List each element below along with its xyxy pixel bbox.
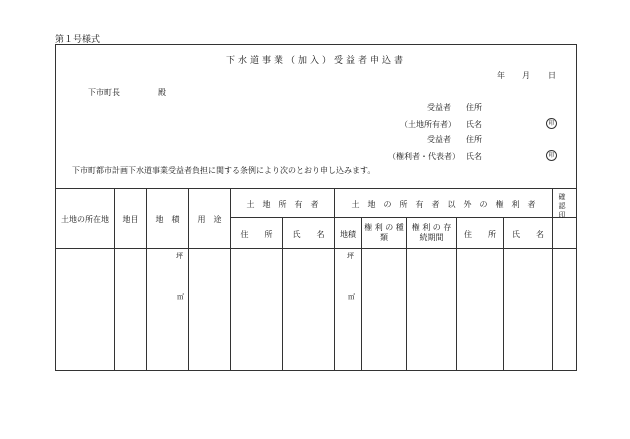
table-col-divider [230, 188, 231, 371]
application-statement: 下市町都市計画下水道事業受益者負担に関する条例により次のとおり申し込みます。 [72, 166, 376, 175]
applicant2-sub-role: （権利者・代表者） [388, 152, 460, 161]
date-day: 日 [548, 71, 556, 80]
applicant1-sub-role: （土地所有者） [400, 120, 456, 129]
header-use: 用 途 [197, 215, 222, 224]
header-confirm-seal: 確認印 [558, 193, 566, 219]
table-col-divider [406, 217, 407, 371]
applicant1-role: 受益者 [427, 103, 451, 112]
header-owner-address: 住 所 [240, 230, 273, 239]
header-land-owner: 土 地 所 有 者 [246, 200, 319, 209]
header-category: 地目 [122, 215, 139, 224]
table-header-bottom-line [55, 248, 577, 249]
form-number: 第１号様式 [55, 35, 101, 45]
header-rights-address: 住 所 [464, 230, 496, 239]
header-area: 地 積 [155, 215, 180, 224]
addressee-name: 下市町長 [88, 88, 120, 97]
form-title: 下水道事業（加入）受益者申込書 [225, 56, 406, 66]
addressee-suffix: 殿 [158, 88, 166, 97]
header-rights-type: 権 利 の 種 類 [364, 223, 412, 242]
table-col-divider [552, 188, 553, 371]
header-rights-period: 権 利 の 存続期間 [411, 223, 452, 242]
unit-tsubo: 坪 [176, 252, 183, 260]
table-top-line [55, 188, 577, 189]
applicant1-name-label: 氏名 [466, 120, 482, 129]
table-col-divider [456, 217, 457, 371]
header-owner-name: 氏 名 [292, 230, 325, 239]
applicant2-address-label: 住所 [466, 135, 482, 144]
unit-tsubo: 坪 [347, 252, 354, 260]
date-year: 年 [497, 71, 505, 80]
date-month: 月 [522, 71, 530, 80]
table-col-divider [503, 217, 504, 371]
header-location: 土地の所在地 [61, 215, 109, 224]
seal-icon: 印 [546, 150, 557, 161]
seal-icon: 印 [546, 118, 557, 129]
unit-sqm: ㎡ [177, 293, 184, 301]
applicant2-name-label: 氏名 [466, 152, 482, 161]
applicant2-role: 受益者 [427, 135, 451, 144]
table-col-divider [334, 188, 335, 371]
unit-sqm: ㎡ [348, 293, 355, 301]
header-rights-area: 地積 [340, 230, 356, 239]
header-rights-holders: 土 地 の 所 有 者 以 外 の 権 利 者 [351, 200, 536, 209]
applicant1-address-label: 住所 [466, 103, 482, 112]
table-col-divider [282, 217, 283, 371]
table-col-divider [361, 217, 362, 371]
header-rights-name: 氏 名 [512, 230, 544, 239]
